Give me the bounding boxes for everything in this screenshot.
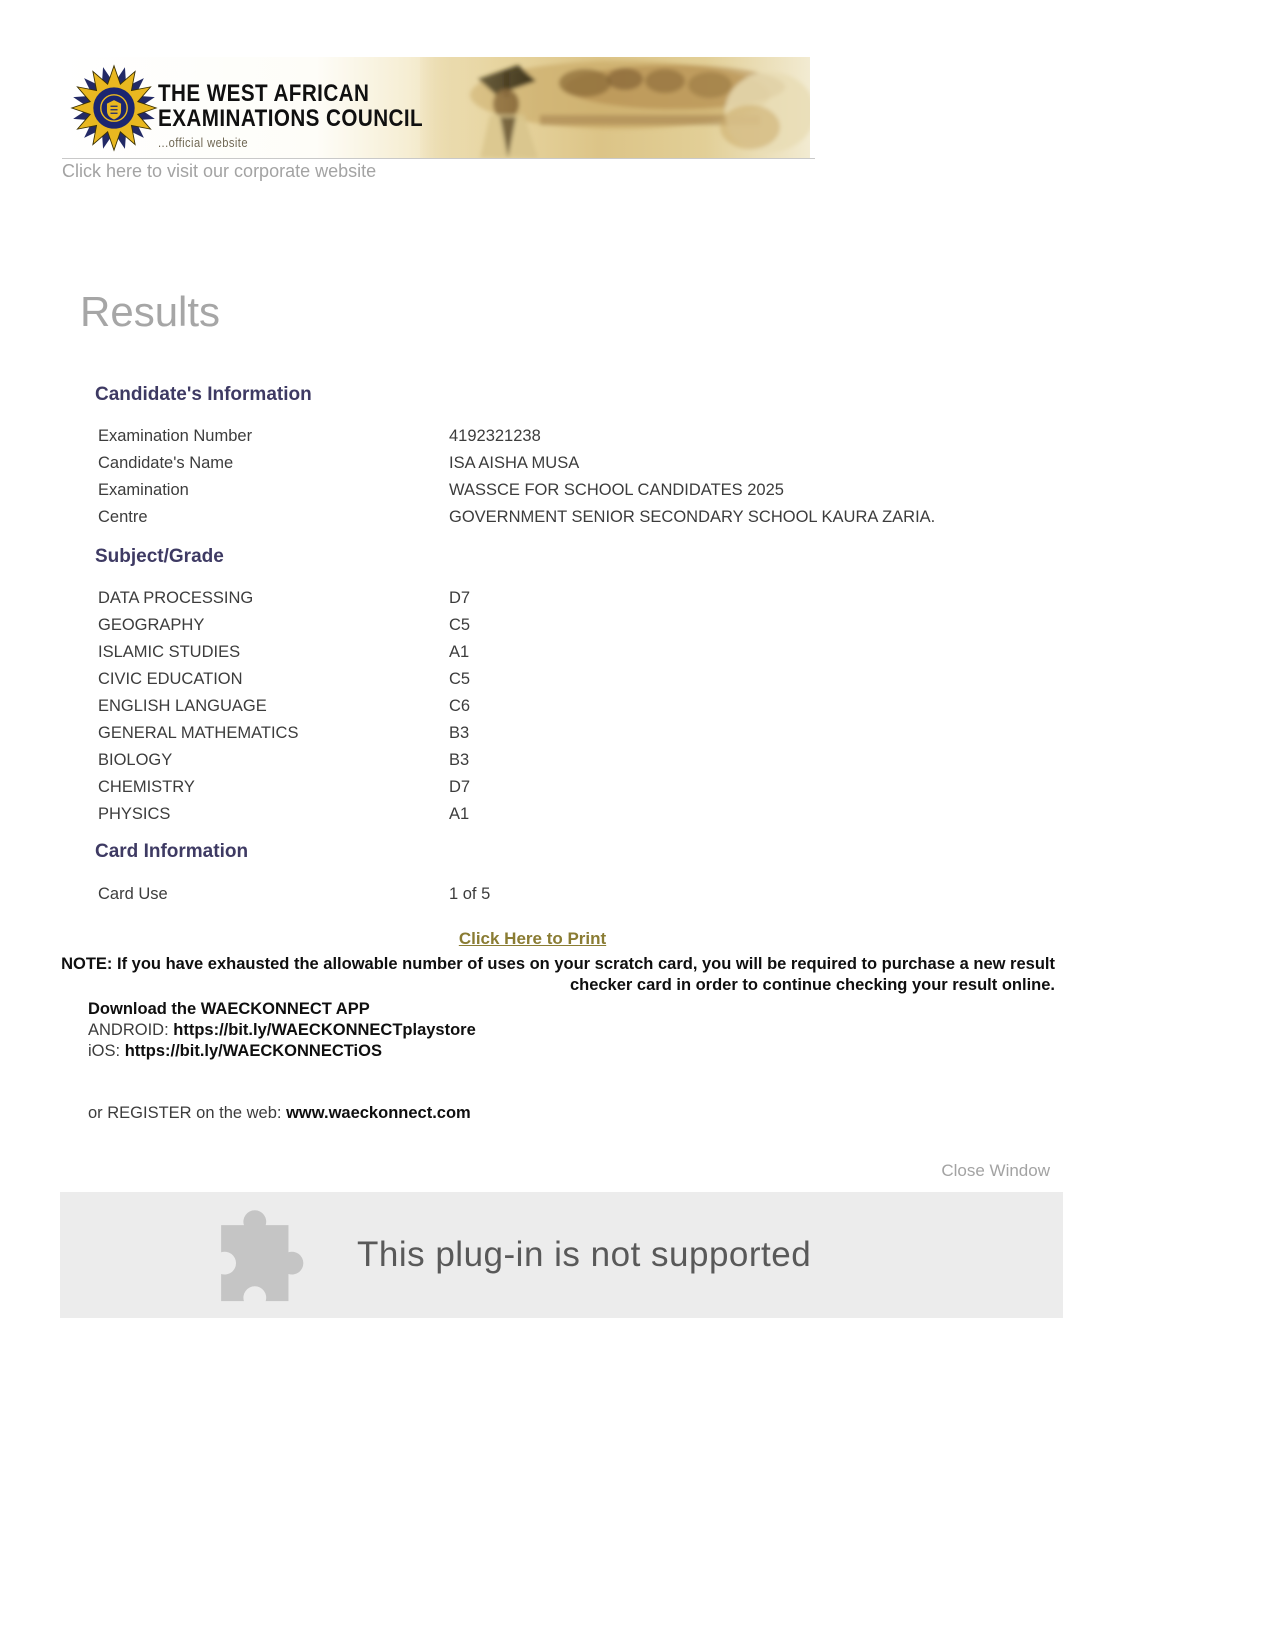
app-promo-title: Download the WAECKONNECT APP [88,1000,370,1018]
android-url: https://bit.ly/WAECKONNECTplaystore [173,1021,476,1039]
ios-url: https://bit.ly/WAECKONNECTiOS [124,1042,382,1060]
waec-logo [70,64,158,152]
graduation-photo [420,57,810,158]
table-row [98,720,470,747]
table-row [98,639,470,666]
subject-name: ISLAMIC STUDIES [98,643,241,661]
web-label: or REGISTER on the web: [88,1104,287,1122]
web-url: www.waeckonnect.com [286,1104,471,1122]
card-info-heading: Card Information [95,841,249,862]
subject-grade: B3 [449,724,470,742]
ios-link-line [88,1041,476,1062]
subject-name: GENERAL MATHEMATICS [98,724,299,742]
subject-name: DATA PROCESSING [98,589,254,607]
candidate-info-heading: Candidate's Information [95,384,312,405]
org-name-line2: EXAMINATIONS COUNCIL [158,105,424,132]
table-row [98,504,935,531]
subject-name: GEOGRAPHY [98,616,205,634]
row-label: Card Use [98,885,168,903]
table-row [98,774,470,801]
table-row [98,423,935,450]
row-label: Centre [98,508,148,526]
subject-name: ENGLISH LANGUAGE [98,697,267,715]
plugin-message: This plug-in is not supported [357,1235,812,1274]
org-tagline: ...official website [158,135,248,150]
table-row [98,477,935,504]
subject-grade-heading: Subject/Grade [95,546,224,567]
page-title: Results [80,288,221,335]
android-link-line [88,1020,476,1041]
subject-grade: A1 [449,805,470,823]
row-value: 4192321238 [449,427,541,445]
table-row [98,881,490,908]
subject-grade: C5 [449,616,471,634]
plugin-not-supported-box [60,1192,1063,1318]
note-body: If you have exhausted the allowable number of uses on your scratch card, you will be required to purchase a new result checker card in order to continue checking your result online. [112,955,1055,994]
banner-divider [62,158,815,159]
close-window-link[interactable]: Close Window [941,1161,1050,1180]
subject-grade: C5 [449,670,471,688]
row-label: Examination Number [98,427,253,445]
table-row [98,450,935,477]
android-label: ANDROID: [88,1021,174,1039]
row-value: GOVERNMENT SENIOR SECONDARY SCHOOL KAURA ZARIA. [449,508,936,526]
ios-label: iOS: [88,1042,125,1060]
table-row [98,585,470,612]
subject-grade: D7 [449,778,471,796]
table-row [98,612,470,639]
candidate-info-table [98,423,935,531]
table-row [98,693,470,720]
subject-name: BIOLOGY [98,751,173,769]
subject-name: PHYSICS [98,805,171,823]
table-row [98,666,470,693]
web-register-line [88,1103,476,1124]
puzzle-piece-icon [190,1198,312,1312]
print-link[interactable]: Click Here to Print [458,929,607,948]
row-label: Candidate's Name [98,454,234,472]
table-row [98,747,470,774]
corporate-website-link[interactable]: Click here to visit our corporate website [62,161,377,181]
subject-grade: A1 [449,643,470,661]
subject-name: CIVIC EDUCATION [98,670,243,688]
row-value: WASSCE FOR SCHOOL CANDIDATES 2025 [449,481,784,499]
card-info-table [98,881,490,908]
subject-grade: C6 [449,697,471,715]
note-prefix: NOTE: [61,955,113,973]
scratch-card-note [60,954,1055,996]
subject-grade: D7 [449,589,471,607]
print-link-container [60,929,1005,949]
subject-grade: B3 [449,751,470,769]
waec-banner [62,57,810,158]
row-value: 1 of 5 [449,885,491,903]
org-name [158,81,423,150]
row-label: Examination [98,481,189,499]
table-row [98,801,470,828]
app-promo [88,999,476,1124]
row-value: ISA AISHA MUSA [449,454,580,472]
close-window-container [60,1161,1050,1181]
subject-name: CHEMISTRY [98,778,195,796]
org-name-line1: THE WEST AFRICAN [158,80,370,107]
subject-grade-table [98,585,470,828]
